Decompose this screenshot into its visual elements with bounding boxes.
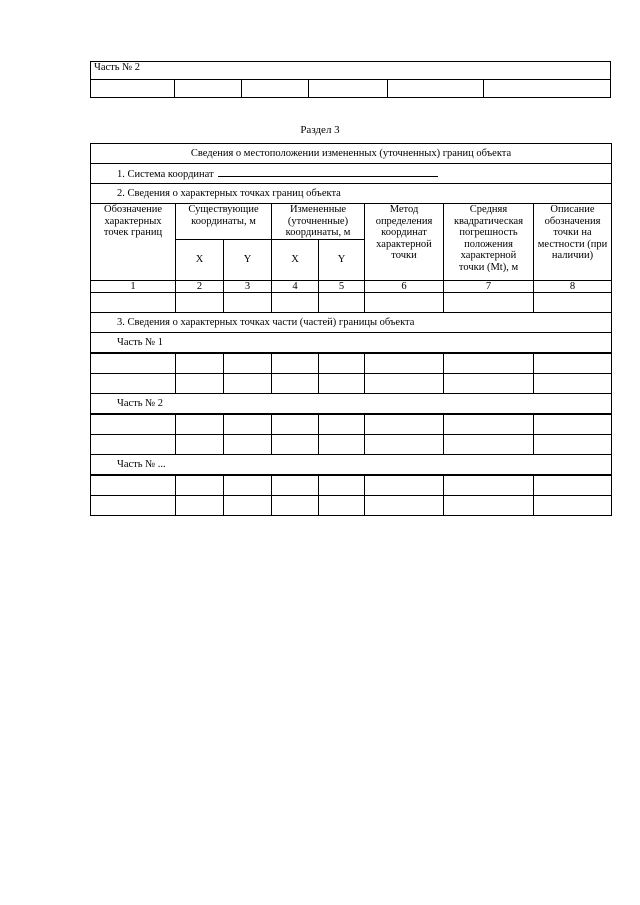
part1-label: Часть № 1 [91,333,612,354]
part2-label: Часть № 2 [91,394,612,415]
parts-heading: 3. Сведения о характерных точках части (частей) границы объекта [91,313,612,333]
col-number: 1 [91,280,176,293]
col-header-designation: Обозначение характерных точек границ [91,204,176,281]
col-header-method: Метод определения координат характерной точки [365,204,444,281]
col-header-x-changed: X [272,239,319,280]
table-row [91,293,612,313]
col-header-existing: Существующие координаты, м [176,204,272,240]
column-numbers-row [91,280,612,293]
coord-system-label: 1. Система координат [117,169,214,181]
coord-system-row [91,164,612,184]
table-row [91,414,612,435]
points-heading: 2. Сведения о характерных точках границ объекта [91,184,612,204]
part3-label: Часть № ... [91,455,612,476]
part2-label: Часть № 2 [91,62,611,80]
coord-system-field[interactable] [218,166,438,177]
section-title: Раздел 3 [300,124,340,136]
table-row [91,374,612,394]
table-row [91,496,612,516]
boundary-table [90,143,612,516]
col-header-changed: Измененные (уточненные) координаты, м [272,204,365,240]
table-row [91,435,612,455]
table-heading: Сведения о местоположении измененных (уточненных) границ объекта [91,144,612,164]
col-number: 2 [176,280,224,293]
col-number: 5 [319,280,365,293]
col-header-x-existing: X [176,239,224,280]
col-header-error: Средняя квадратическая погрешность положения характерной точки (Mt), м [444,204,534,281]
col-header-y-changed: Y [319,239,365,280]
table-row [91,475,612,496]
col-number: 3 [224,280,272,293]
table-row [91,353,612,374]
col-number: 8 [534,280,612,293]
col-header-description: Описание обозначения точки на местности (при наличии) [534,204,612,281]
part2-table [90,61,611,98]
table-row [91,80,611,98]
col-number: 6 [365,280,444,293]
col-number: 7 [444,280,534,293]
col-header-y-existing: Y [224,239,272,280]
col-number: 4 [272,280,319,293]
